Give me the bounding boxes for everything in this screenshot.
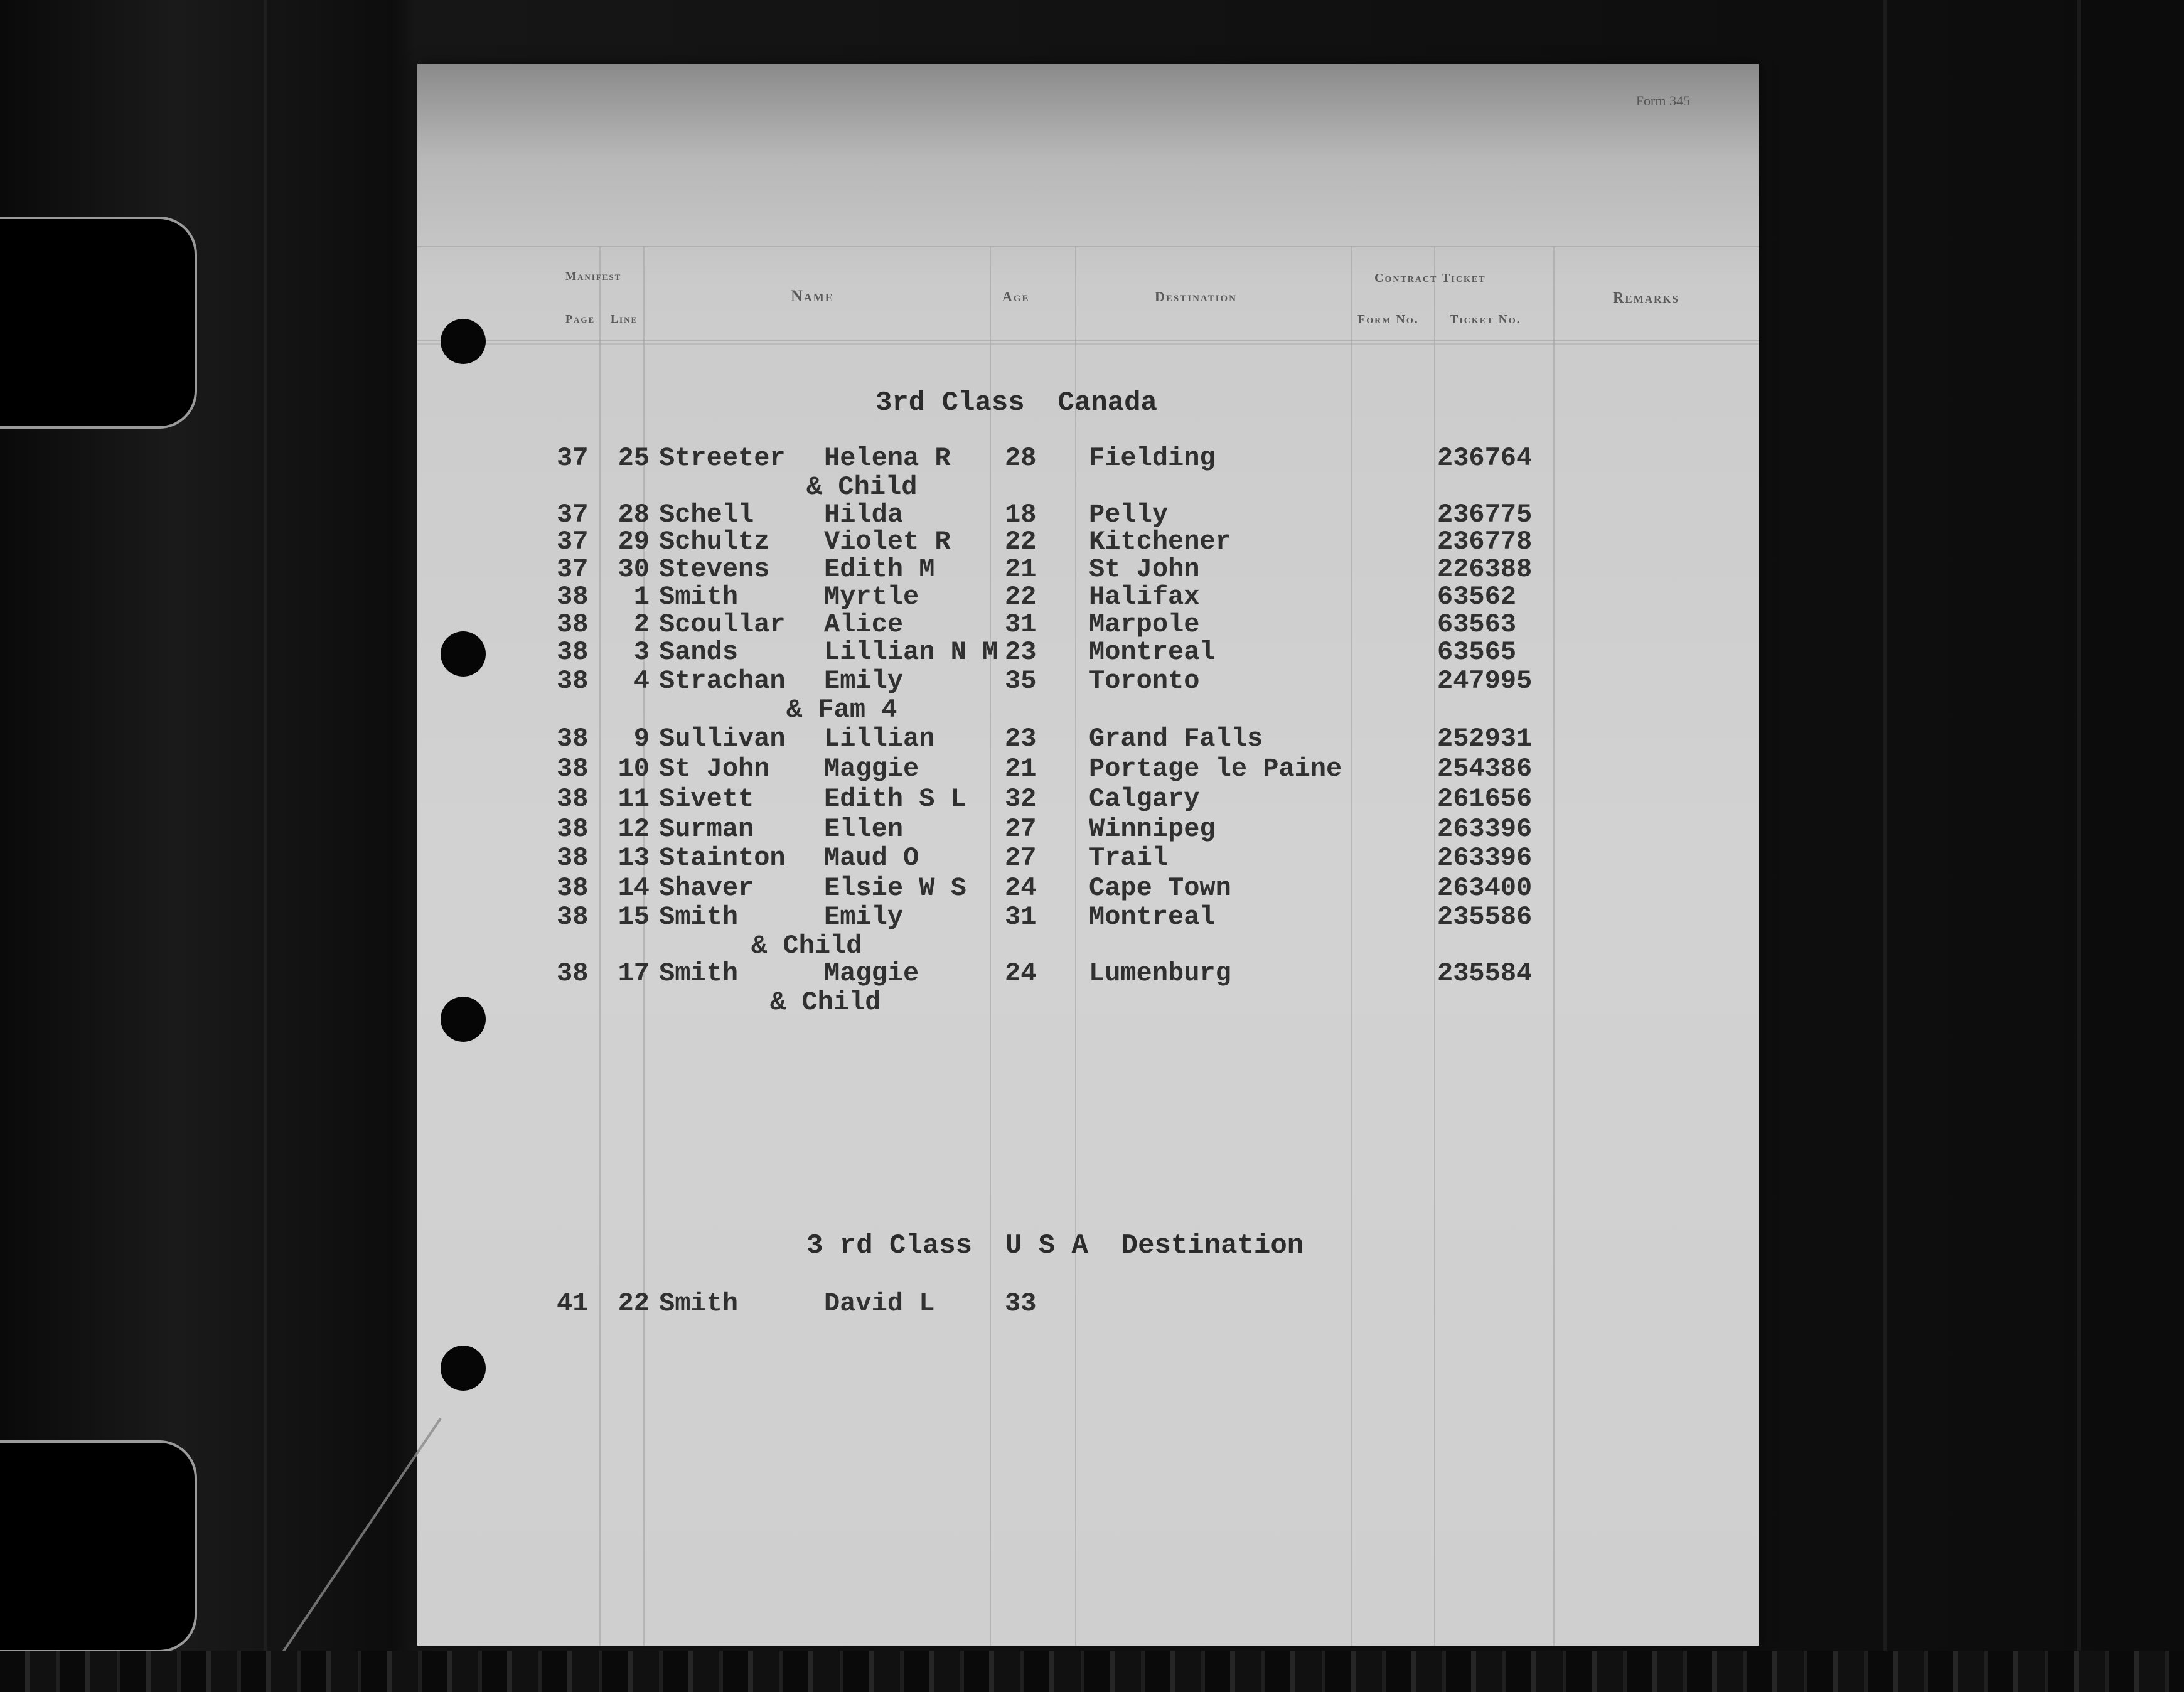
manifest-page-number: 38	[557, 873, 589, 903]
passenger-surname: Surman	[659, 814, 754, 844]
passenger-surname: Streeter	[659, 443, 786, 473]
passenger-surname: Smith	[659, 958, 739, 988]
passenger-surname: Sivett	[659, 784, 754, 814]
passenger-given-name: Lillian	[824, 724, 935, 754]
passenger-given-name: Maud O	[824, 843, 919, 873]
passenger-surname: Stainton	[659, 843, 786, 873]
passenger-surname: Smith	[659, 1288, 739, 1319]
passenger-surname: Stevens	[659, 554, 770, 584]
ticket-number: 263396	[1437, 843, 1533, 873]
ticket-number: 236775	[1437, 500, 1533, 530]
passenger-row	[417, 784, 1759, 813]
passenger-destination: Halifax	[1089, 582, 1200, 612]
passenger-age: 28	[1005, 443, 1037, 473]
passenger-age: 31	[1005, 609, 1037, 640]
passenger-row	[417, 500, 1759, 529]
passenger-surname: Sullivan	[659, 724, 786, 754]
ticket-number: 254386	[1437, 754, 1533, 784]
passenger-age: 22	[1005, 582, 1037, 612]
manifest-page-number: 38	[557, 754, 589, 784]
passenger-age: 24	[1005, 873, 1037, 903]
passenger-row	[417, 638, 1759, 667]
manifest-line-number: 2	[633, 609, 650, 640]
ticket-number: 63562	[1437, 582, 1517, 612]
passenger-destination: Marpole	[1089, 609, 1200, 640]
header-line: Line	[611, 313, 638, 325]
passenger-destination: Kitchener	[1089, 527, 1231, 557]
ticket-number: 226388	[1437, 554, 1533, 584]
ticket-number: 263400	[1437, 873, 1533, 903]
section-title-usa: 3 rd Class U S A Destination	[806, 1230, 1304, 1261]
passenger-row	[417, 902, 1759, 931]
passenger-given-name: Myrtle	[824, 582, 919, 612]
passenger-given-name: Edith M	[824, 554, 935, 584]
passenger-companions-note: & Child	[770, 987, 881, 1017]
passenger-row	[417, 724, 1759, 753]
punch-hole	[441, 319, 486, 364]
passenger-row	[417, 527, 1759, 556]
passenger-row	[417, 582, 1759, 611]
passenger-given-name: Ellen	[824, 814, 904, 844]
passenger-destination: Toronto	[1089, 666, 1200, 696]
passenger-age: 23	[1005, 724, 1037, 754]
passenger-age: 21	[1005, 554, 1037, 584]
passenger-companions-note: & Child	[806, 472, 918, 502]
manifest-page-number: 38	[557, 582, 589, 612]
passenger-given-name: Violet R	[824, 527, 951, 557]
ticket-number: 247995	[1437, 666, 1533, 696]
manifest-page-number: 38	[557, 724, 589, 754]
manifest-line-number: 29	[618, 527, 650, 557]
passenger-row	[417, 667, 1759, 695]
ticket-number: 236764	[1437, 443, 1533, 473]
passenger-row	[417, 874, 1759, 902]
manifest-page-number: 38	[557, 958, 589, 988]
passenger-destination: Grand Falls	[1089, 724, 1263, 754]
ticket-number: 236778	[1437, 527, 1533, 557]
passenger-age: 27	[1005, 843, 1037, 873]
passenger-row	[417, 444, 1759, 473]
passenger-row	[417, 815, 1759, 843]
ticket-number: 263396	[1437, 814, 1533, 844]
passenger-destination: Montreal	[1089, 637, 1216, 667]
manifest-page-number: 38	[557, 843, 589, 873]
passenger-surname: St John	[659, 754, 770, 784]
passenger-destination: Cape Town	[1089, 873, 1231, 903]
ticket-number: 235586	[1437, 902, 1533, 932]
binder-tab-bottom	[0, 1440, 197, 1652]
manifest-line-number: 15	[618, 902, 650, 932]
passenger-row	[417, 1289, 1759, 1318]
passenger-given-name: Edith S L	[824, 784, 966, 814]
ticket-number: 252931	[1437, 724, 1533, 754]
manifest-page-number: 38	[557, 637, 589, 667]
passenger-row	[417, 959, 1759, 988]
passenger-destination: Portage le Paine	[1089, 754, 1342, 784]
passenger-age: 27	[1005, 814, 1037, 844]
passenger-row	[417, 555, 1759, 584]
passenger-age: 23	[1005, 637, 1037, 667]
manifest-line-number: 12	[618, 814, 650, 844]
header-ticket-no: Ticket No.	[1450, 313, 1521, 326]
manifest-line-number: 10	[618, 754, 650, 784]
passenger-given-name: Helena R	[824, 443, 951, 473]
manifest-page-number: 37	[557, 500, 589, 530]
passenger-given-name: Hilda	[824, 500, 904, 530]
film-edge-strip	[0, 1651, 2184, 1692]
punch-hole	[441, 631, 486, 677]
passenger-destination: Trail	[1089, 843, 1169, 873]
ticket-number: 261656	[1437, 784, 1533, 814]
passenger-destination: Fielding	[1089, 443, 1216, 473]
manifest-page-number: 38	[557, 902, 589, 932]
passenger-row	[417, 610, 1759, 639]
passenger-given-name: Maggie	[824, 754, 919, 784]
passenger-age: 24	[1005, 958, 1037, 988]
passenger-age: 32	[1005, 784, 1037, 814]
manifest-line-number: 4	[633, 666, 650, 696]
manifest-line-number: 22	[618, 1288, 650, 1319]
header-name: Name	[791, 287, 834, 305]
manifest-line-number: 30	[618, 554, 650, 584]
section-title-canada: 3rd Class Canada	[875, 387, 1157, 419]
manifest-page-number: 38	[557, 814, 589, 844]
manifest-page-number: 37	[557, 527, 589, 557]
ticket-number: 63565	[1437, 637, 1517, 667]
manifest-page-number: 38	[557, 609, 589, 640]
punch-hole	[441, 1346, 486, 1391]
header-destination: Destination	[1155, 289, 1237, 304]
passenger-destination: Winnipeg	[1089, 814, 1216, 844]
header-contract-ticket: Contract Ticket	[1374, 271, 1486, 285]
header-form-no: Form No.	[1357, 313, 1419, 326]
header-rule	[417, 343, 1759, 345]
manifest-line-number: 13	[618, 843, 650, 873]
manifest-line-number: 17	[618, 958, 650, 988]
passenger-age: 33	[1005, 1288, 1037, 1319]
manifest-page	[417, 64, 1759, 1646]
punch-hole	[441, 997, 486, 1042]
manifest-page-number: 41	[557, 1288, 589, 1319]
header-page: Page	[565, 313, 596, 325]
passenger-given-name: Elsie W S	[824, 873, 966, 903]
ticket-number: 63563	[1437, 609, 1517, 640]
header-rule	[417, 340, 1759, 341]
manifest-line-number: 28	[618, 500, 650, 530]
manifest-page-number: 37	[557, 554, 589, 584]
passenger-age: 22	[1005, 527, 1037, 557]
manifest-page-number: 38	[557, 784, 589, 814]
passenger-destination: Calgary	[1089, 784, 1200, 814]
passenger-given-name: Emily	[824, 666, 904, 696]
passenger-surname: Scoullar	[659, 609, 786, 640]
passenger-age: 21	[1005, 754, 1037, 784]
passenger-destination: St John	[1089, 554, 1200, 584]
passenger-destination: Lumenburg	[1089, 958, 1231, 988]
manifest-line-number: 14	[618, 873, 650, 903]
passenger-destination: Pelly	[1089, 500, 1169, 530]
passenger-given-name: Lillian N M	[824, 637, 998, 667]
passenger-surname: Smith	[659, 902, 739, 932]
passenger-age: 31	[1005, 902, 1037, 932]
passenger-surname: Shaver	[659, 873, 754, 903]
manifest-line-number: 1	[633, 582, 650, 612]
passenger-surname: Strachan	[659, 666, 786, 696]
header-rule	[417, 246, 1759, 247]
form-number: Form 345	[1635, 93, 1690, 109]
passenger-surname: Smith	[659, 582, 739, 612]
passenger-given-name: Emily	[824, 902, 904, 932]
passenger-companions-note: & Fam 4	[786, 695, 897, 725]
passenger-given-name: David L	[824, 1288, 935, 1319]
passenger-given-name: Alice	[824, 609, 904, 640]
manifest-line-number: 9	[633, 724, 650, 754]
passenger-row	[417, 843, 1759, 872]
passenger-row	[417, 754, 1759, 783]
passenger-age: 35	[1005, 666, 1037, 696]
passenger-companions-note: & Child	[751, 931, 862, 961]
manifest-line-number: 25	[618, 443, 650, 473]
header-remarks: Remarks	[1613, 290, 1679, 306]
header-age: Age	[1002, 289, 1030, 304]
passenger-surname: Schultz	[659, 527, 770, 557]
manifest-line-number: 3	[633, 637, 650, 667]
passenger-age: 18	[1005, 500, 1037, 530]
manifest-page-number: 37	[557, 443, 589, 473]
film-streak	[1883, 0, 1887, 1692]
film-streak	[2077, 0, 2081, 1692]
header-manifest: Manifest	[565, 270, 622, 282]
passenger-given-name: Maggie	[824, 958, 919, 988]
passenger-surname: Schell	[659, 500, 754, 530]
manifest-line-number: 11	[618, 784, 650, 814]
manifest-page-number: 38	[557, 666, 589, 696]
passenger-destination: Montreal	[1089, 902, 1216, 932]
passenger-surname: Sands	[659, 637, 739, 667]
film-streak	[264, 0, 267, 1692]
ticket-number: 235584	[1437, 958, 1533, 988]
binder-tab-top	[0, 217, 197, 429]
